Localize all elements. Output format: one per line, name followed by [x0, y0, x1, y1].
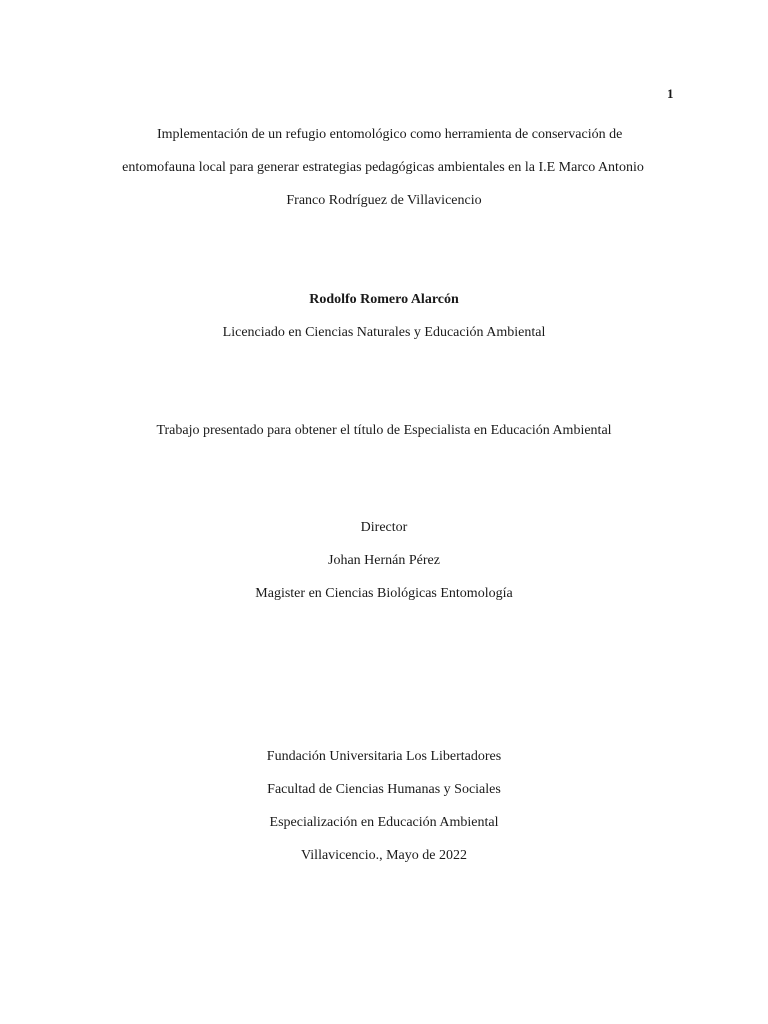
- purpose-statement: Trabajo presentado para obtener el título de Especialista en Educación Ambiental: [156, 423, 612, 438]
- author-degree: Licenciado en Ciencias Naturales y Educación Ambiental: [222, 325, 546, 340]
- director-label: Director: [360, 520, 408, 535]
- title-line-3: Franco Rodríguez de Villavicencio: [286, 193, 482, 208]
- title-line-1: Implementación de un refugio entomológico como herramienta de conservación de: [157, 127, 623, 142]
- university-name: Fundación Universitaria Los Libertadores: [266, 749, 502, 764]
- director-degree: Magister en Ciencias Biológicas Entomología: [255, 586, 513, 601]
- page-number: 1: [667, 86, 674, 101]
- program-name: Especialización en Educación Ambiental: [269, 815, 499, 830]
- author-name: Rodolfo Romero Alarcón: [309, 292, 459, 307]
- faculty-name: Facultad de Ciencias Humanas y Sociales: [267, 782, 501, 797]
- director-name: Johan Hernán Pérez: [328, 553, 440, 568]
- title-line-2: entomofauna local para generar estrategias pedagógicas ambientales en la I.E Marco Antonio: [122, 160, 644, 175]
- place-date: Villavicencio., Mayo de 2022: [301, 848, 467, 863]
